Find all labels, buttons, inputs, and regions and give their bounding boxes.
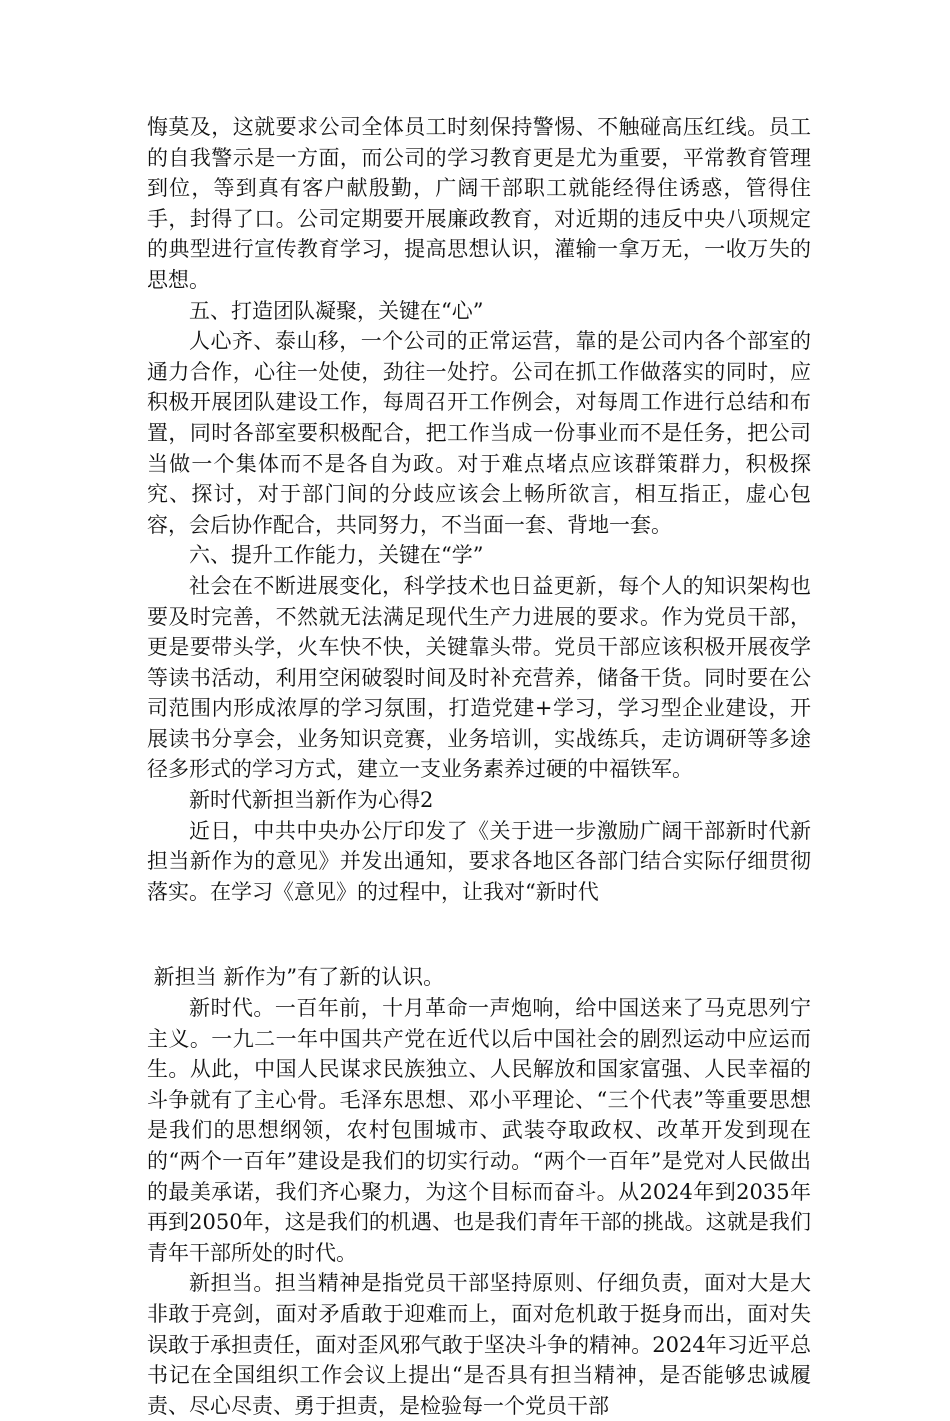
section-heading-6: 六、提升工作能力，关键在“学” — [189, 543, 484, 568]
page-gap — [147, 907, 811, 962]
paragraph-intro-continued: 新担当 新作为”有了新的认识。 — [147, 965, 445, 990]
paragraph-intro: 近日，中共中央办公厅印发了《关于进一步激励广阔干部新时代新担当新作为的意见》并发出通知，要求各地区各部门结合实际仔细贯彻落实。在学习《意见》的过程中，让我对“新时代 — [147, 818, 811, 904]
paragraph-team-cohesion: 人心齐、泰山移，一个公司的正常运营，靠的是公司内各个部室的通力合作，心往一处使，劲往一处拧。公司在抓工作做落实的同时，应积极开展团队建设工作，每周召开工作例会，对每周工作进行总结和布置，同时各部室要积极配合，把工作当成一份事业而不是任务，把公司当做一个集体而不是各自为政。对于难点堵点应该群策群力，积极探究、探讨，对于部门间的分歧应该会上畅所欲言，相互指正，虚心包容，会后协作配合，共同努力，不当面一套、背地一套。 — [147, 329, 811, 537]
paragraph-new-era: 新时代。一百年前，十月革命一声炮响，给中国送来了马克思列宁主义。一九二一年中国共产党在近代以后中国社会的剧烈运动中应运而生。从此，中国人民谋求民族独立、人民解放和国家富强、人民幸福的斗争就有了主心骨。毛泽东思想、邓小平理论、“三个代表”等重要思想是我们的思想纲领，农村包围城市、武装夺取政权、改革开发到现在的“两个一百年”建设是我们的切实行动。“两个一百年”是党对人民做出的最美承诺，我们齐心聚力，为这个目标而奋斗。从2024年到2035年再到2050年，这是我们的机遇、也是我们青年干部的挑战。这就是我们青年干部所处的时代。 — [147, 996, 811, 1265]
section-heading-5: 五、打造团队凝聚，关键在“心” — [189, 298, 484, 323]
paragraph-continuation: 悔莫及，这就要求公司全体员工时刻保持警惕、不触碰高压红线。员工的自我警示是一方面，而公司的学习教育更是尤为重要，平常教育管理到位，等到真有客户献殷勤，广阔干部职工就能经得住诱惑，管得住手，封得了口。公司定期要开展廉政教育，对近期的违反中央八项规定的典型进行宣传教育学习，提高思想认识，灌输一拿万无，一收万失的思想。 — [147, 115, 811, 292]
paragraph-new-responsibility: 新担当。担当精神是指党员干部坚持原则、仔细负责，面对大是大非敢于亮剑，面对矛盾敢于迎难而上，面对危机敢于挺身而出，面对失误敢于承担责任，面对歪风邪气敢于坚决斗争的精神。2024年习近平总书记在全国组织工作会议上提出“是否具有担当精神，是否能够忠诚履责、尽心尽责、勇于担责，是检验每一个党员干部 — [147, 1271, 811, 1418]
document-page — [147, 112, 811, 1421]
article-title-2: 新时代新担当新作为心得2 — [189, 788, 434, 813]
paragraph-learning: 社会在不断进展变化，科学技术也日益更新，每个人的知识架构也要及时完善，不然就无法满足现代生产力进展的要求。作为党员干部，更是要带头学，火车快不快，关键靠头带。党员干部应该积极开展夜学等读书活动，利用空闲破裂时间及时补充营养，储备干货。同时要在公司范围内形成浓厚的学习氛围，打造党建+学习，学习型企业建设，开展读书分享会，业务知识竞赛，业务培训，实战练兵，走访调研等多途径多形式的学习方式，建立一支业务素养过硬的中福铁军。 — [147, 573, 811, 782]
